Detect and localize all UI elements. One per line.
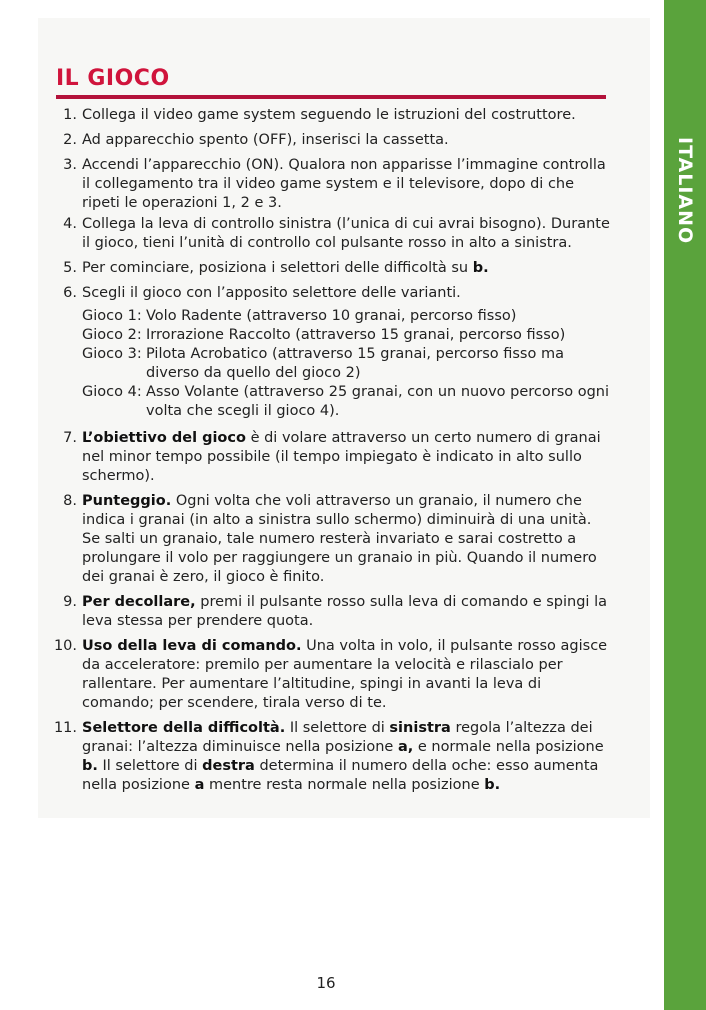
instruction-item [52,429,612,486]
item-bold-text: a, [397,739,414,755]
item-bold-text: sinistra [389,720,451,736]
item-bold-text: b. [472,260,489,276]
item-text: Una volta in volo, il pulsante rosso agisce da acceleratore: premilo per aumentare la velocità e rilascialo per rallentare. Per aumentare l’altitudine, spingi in avanti la leva di comando; per scendere, tirala verso di te. [82,638,608,711]
item-number: 1. [63,107,77,123]
game-variant-text: Asso Volante (attraverso 25 granai, con un nuovo percorso ogni volta che scegli il gioco 4). [146,384,610,419]
game-variant-text: Irrorazione Raccolto (attraverso 15 granai, percorso fisso) [146,327,566,343]
game-variant [82,307,612,326]
item-bold-text: Per decollare, [82,594,196,610]
item-number: 9. [63,594,77,610]
instruction-item [52,719,612,795]
item-number: 11. [53,720,77,736]
item-bold-text: b. [484,777,501,793]
item-number: 2. [63,132,77,148]
item-text: premi il pulsante rosso sulla leva di comando e spingi la leva stessa per prendere quota. [82,594,607,629]
item-text: e normale nella posizione [417,739,604,755]
instruction-item [52,106,612,125]
item-number: 5. [63,260,77,276]
item-bold-text: a [194,777,205,793]
game-variant [82,345,612,383]
game-variant [82,326,612,345]
item-number: 6. [63,285,77,301]
game-variant-label: Gioco 1: [82,308,142,324]
item-text: Collega il video game system seguendo le istruzioni del costruttore. [82,107,576,123]
item-text: Collega la leva di controllo sinistra (l’unica di cui avrai bisogno). Durante il gioco, tieni l’unità di controllo col pulsante rosso in alto a sinistra. [82,216,610,251]
game-variants-list [52,307,612,421]
language-tab-label [674,137,696,181]
item-text: è di volare attraverso un certo numero di granai nel minor tempo possibile (il tempo impiegato è indicato in alto sullo schermo). [82,430,601,484]
instruction-item [52,593,612,631]
item-text: mentre resta normale nella posizione [208,777,480,793]
game-variant-text: Pilota Acrobatico (attraverso 15 granai, percorso fisso ma diverso da quello del gioco 2) [146,346,564,381]
instruction-item [52,156,612,213]
game-variant-label: Gioco 4: [82,384,142,400]
instruction-item [52,284,612,303]
item-number: 3. [63,157,77,173]
item-bold-text: b. [82,758,98,774]
title-underline [56,95,606,99]
item-text: Ogni volta che voli attraverso un granaio, il numero che indica i granai (in alto a sinistra sullo schermo) diminuirà di una unità. Se salti un granaio, tale numero resterà invariato e sarai costretto a prolungare il volo per raggiungere un granaio in più. Quando il numero dei granai è zero, il gioco è finito. [82,493,597,585]
item-text: Il selettore di [102,758,198,774]
instructions-list [52,106,612,797]
item-text: Accendi l’apparecchio (ON). Qualora non apparisse l’immagine controlla il collegamento tra il video game system e il televisore, dopo di che ripeti le operazioni 1, 2 e 3. [82,157,606,211]
instruction-item [52,637,612,713]
page-number: 16 [316,974,336,992]
item-text: Ad apparecchio spento (OFF), inserisci la cassetta. [82,132,449,148]
item-number: 8. [63,493,77,509]
item-text: regola l’altezza dei granai: l’altezza diminuisce nella posizione [82,720,593,755]
item-number: 4. [63,216,77,232]
item-bold-text: Uso della leva di comando. [82,638,302,654]
game-variant-label: Gioco 2: [82,327,142,343]
item-bold-text: destra [202,758,255,774]
section-title: IL GIOCO [56,66,170,91]
item-text: Il selettore di [289,720,385,736]
game-variant [82,383,612,421]
instruction-item [52,259,612,278]
game-variant-text: Volo Radente (attraverso 10 granai, percorso fisso) [146,308,517,324]
instruction-item [52,131,612,150]
instruction-item [52,215,612,253]
item-bold-text: Selettore della difficoltà. [82,720,286,736]
item-text: Scegli il gioco con l’apposito selettore delle varianti. [82,285,461,301]
item-number: 7. [63,430,77,446]
game-variant-label: Gioco 3: [82,346,142,362]
item-bold-text: L’obiettivo del gioco [82,430,246,446]
item-number: 10. [53,638,77,654]
item-text: determina il numero della oche: esso aumenta nella posizione [82,758,599,793]
instruction-item [52,492,612,587]
item-bold-text: Punteggio. [82,493,172,509]
item-text: Per cominciare, posiziona i selettori delle difficoltà su [82,260,469,276]
